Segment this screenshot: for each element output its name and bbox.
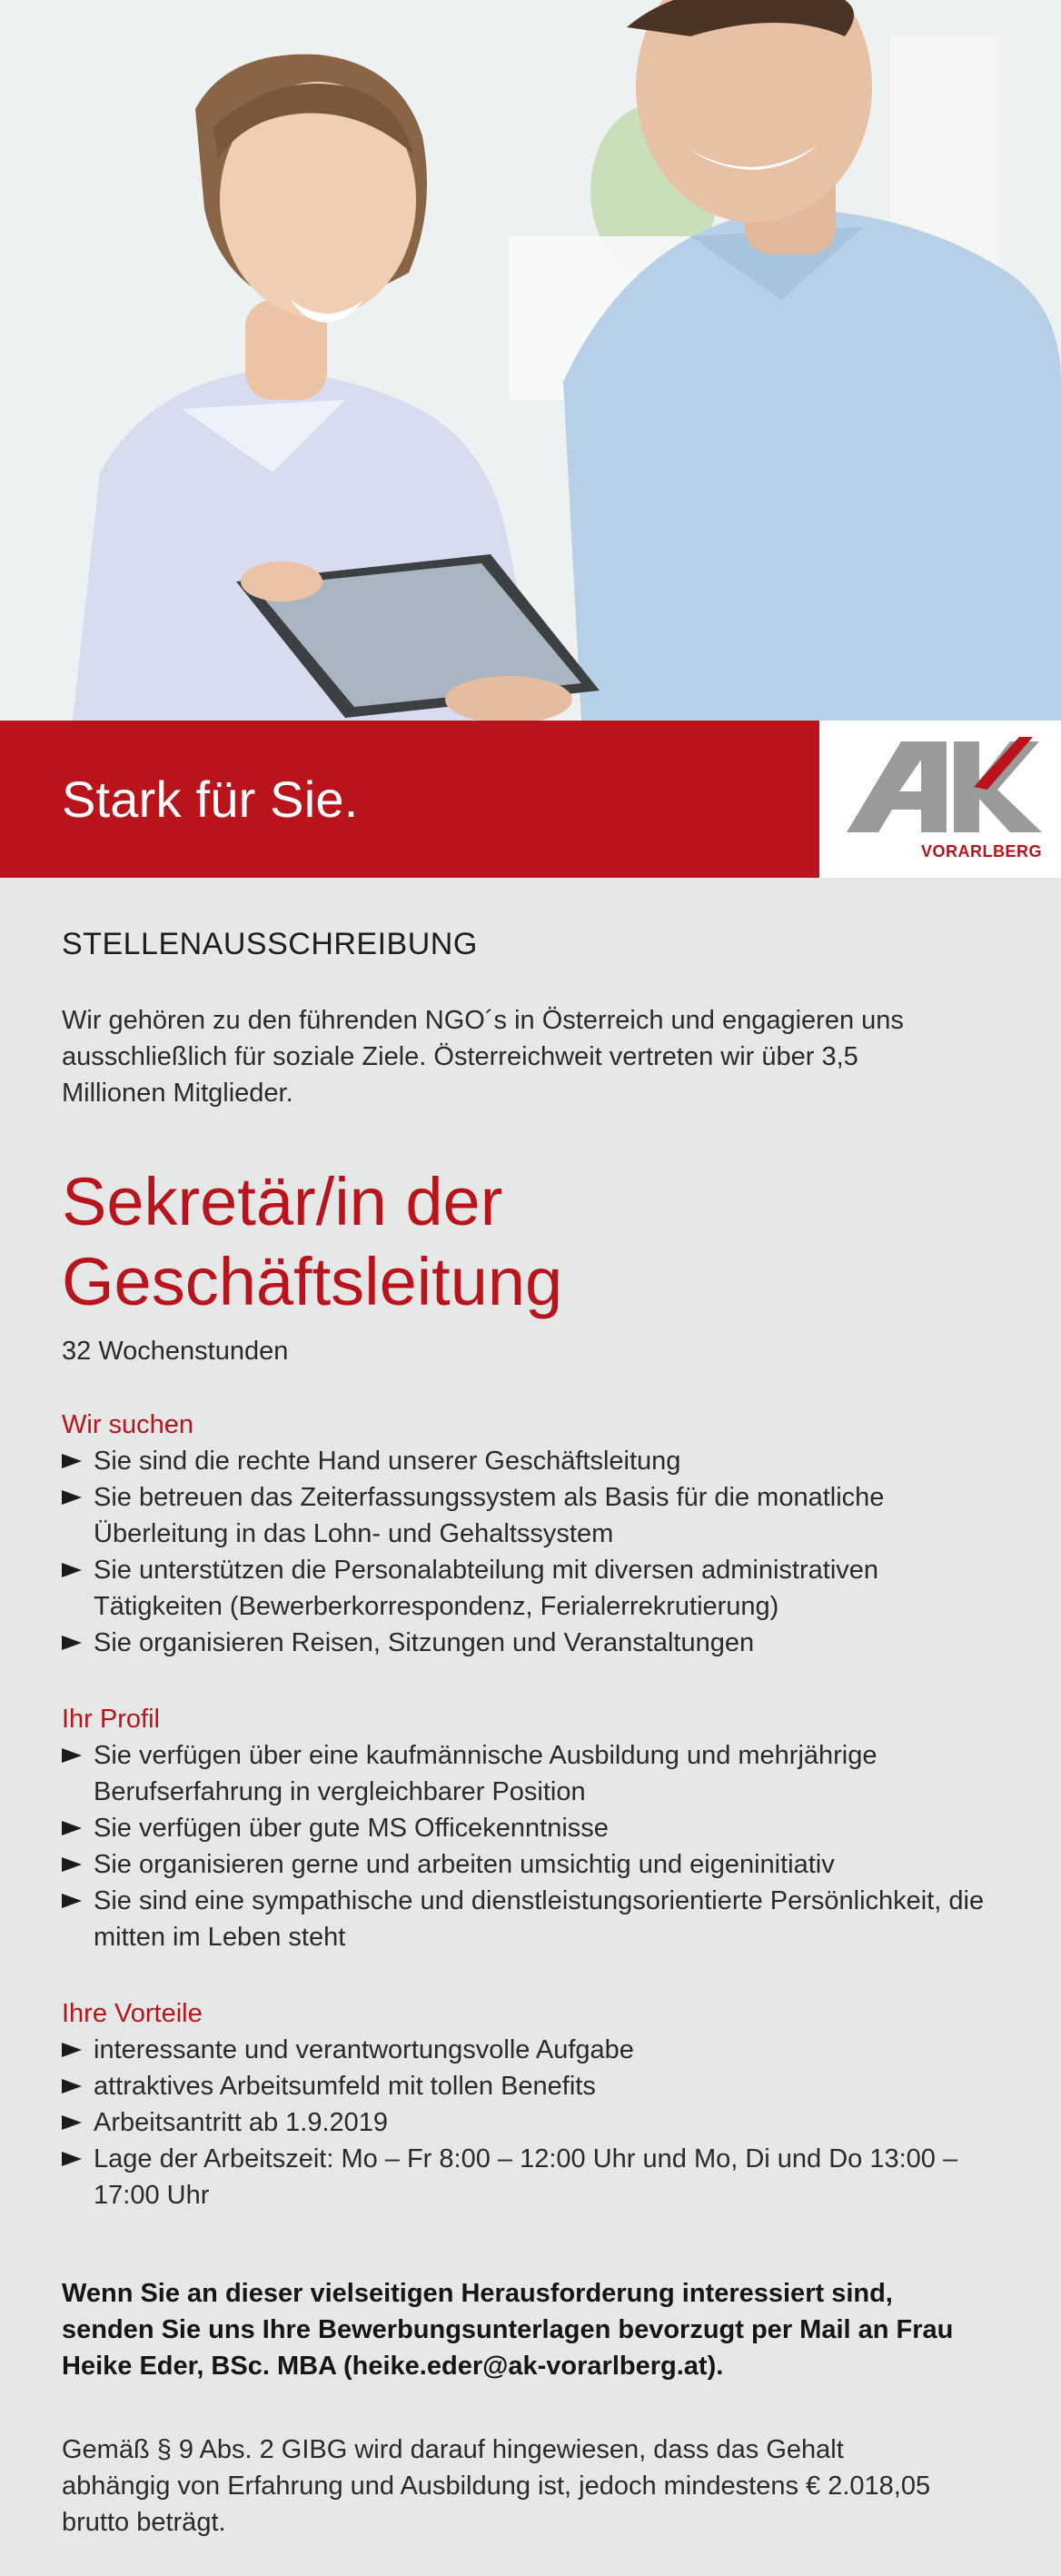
arrow-bullet-icon bbox=[62, 1894, 82, 1908]
list-item-text: Sie verfügen über eine kaufmännische Ausbildung und mehrjährige Berufserfahrung in vergleichbarer Position bbox=[94, 1741, 878, 1806]
list-item bbox=[62, 1883, 1006, 1955]
logo-subtitle: VORARLBERG bbox=[921, 842, 1043, 860]
working-hours: 32 Wochenstunden bbox=[62, 1337, 289, 1366]
arrow-bullet-icon bbox=[62, 1490, 82, 1505]
list-item-text: Sie sind die rechte Hand unserer Geschäftsleitung bbox=[94, 1447, 681, 1476]
arrow-bullet-icon bbox=[62, 2115, 82, 2130]
slogan-text: Stark für Sie. bbox=[62, 771, 359, 828]
salary-legal-notice: Gemäß § 9 Abs. 2 GIBG wird darauf hingewiesen, dass das Gehalt abhängig von Erfahrung und Ausbildung ist, jedoch mindestens € 2.018,05 brutto beträgt. bbox=[62, 2435, 931, 2537]
section-title: Wir suchen bbox=[62, 1410, 194, 1439]
list-item-text: Lage der Arbeitszeit: Mo – Fr 8:00 – 12:00 Uhr und Mo, Di und Do 13:00 – 17:00 Uhr bbox=[94, 2144, 958, 2210]
list-item bbox=[62, 2068, 1006, 2104]
list-item-text: Sie betreuen das Zeiterfassungssystem als Basis für die monatliche Überleitung in das Lohn- und Gehaltssystem bbox=[94, 1483, 885, 1548]
list-item-text: Sie organisieren gerne und arbeiten umsichtig und eigeninitiativ bbox=[94, 1850, 835, 1879]
list-item bbox=[62, 1810, 1006, 1846]
arrow-bullet-icon bbox=[62, 2152, 82, 2166]
arrow-bullet-icon bbox=[62, 1454, 82, 1468]
list-item bbox=[62, 1846, 1006, 1883]
bullet-list bbox=[62, 1737, 1006, 1955]
arrow-bullet-icon bbox=[62, 1636, 82, 1650]
slogan-banner bbox=[0, 721, 819, 878]
hero-illustration bbox=[0, 0, 1061, 721]
list-item bbox=[62, 2104, 1006, 2141]
list-item-text: interessante und verantwortungsvolle Aufgabe bbox=[94, 2035, 634, 2064]
list-item-text: Sie verfügen über gute MS Officekenntnisse bbox=[94, 1814, 609, 1843]
list-item-text: Arbeitsantritt ab 1.9.2019 bbox=[94, 2108, 389, 2137]
list-item bbox=[62, 2141, 1006, 2213]
list-item bbox=[62, 1737, 1006, 1810]
list-item-text: Sie organisieren Reisen, Sitzungen und Veranstaltungen bbox=[94, 1628, 755, 1657]
list-item bbox=[62, 1552, 1006, 1625]
ak-logo-mark bbox=[838, 737, 1046, 837]
ak-logo bbox=[819, 721, 1061, 878]
intro-paragraph: Wir gehören zu den führenden NGO´s in Österreich und engagieren uns ausschließlich für soziale Ziele. Österreichweit vertreten wir über 3,5 Millionen Mitglieder. bbox=[62, 1006, 904, 1108]
arrow-bullet-icon bbox=[62, 2043, 82, 2057]
bullet-list bbox=[62, 1443, 1006, 1661]
application-contact: Wenn Sie an dieser vielseitigen Herausforderung interessiert sind, senden Sie uns Ihre Bewerbungsunterlagen bevorzugt per Mail an Frau Heike Eder, BSc. MBA (heike.eder@ak-vorarlberg.at). bbox=[62, 2279, 954, 2381]
job-title: Sekretär/in der Geschäftsleitung bbox=[62, 1164, 563, 1319]
arrow-bullet-icon bbox=[62, 1748, 82, 1763]
list-item bbox=[62, 1479, 1006, 1552]
list-item-text: Sie sind eine sympathische und dienstleistungsorientierte Persönlichkeit, die mitten im Leben steht bbox=[94, 1886, 985, 1952]
section-ihr-profil bbox=[62, 1701, 1006, 1955]
section-ihre-vorteile bbox=[62, 1995, 1006, 2213]
section-wir-suchen bbox=[62, 1407, 1006, 1661]
list-item-text: Sie unterstützen die Personalabteilung mit diversen administrativen Tätigkeiten (Bewerberkorrespondenz, Ferialerrekrutierung) bbox=[94, 1556, 879, 1621]
arrow-bullet-icon bbox=[62, 1821, 82, 1835]
arrow-bullet-icon bbox=[62, 1857, 82, 1872]
section-title: Ihre Vorteile bbox=[62, 1999, 203, 2028]
list-item-text: attraktives Arbeitsumfeld mit tollen Benefits bbox=[94, 2072, 596, 2101]
arrow-bullet-icon bbox=[62, 1563, 82, 1577]
list-item bbox=[62, 1443, 1006, 1479]
job-posting bbox=[62, 927, 1006, 2541]
list-item bbox=[62, 1625, 1006, 1661]
hero-photo bbox=[0, 0, 1061, 721]
arrow-bullet-icon bbox=[62, 2079, 82, 2094]
bullet-list bbox=[62, 2032, 1006, 2213]
section-title: Ihr Profil bbox=[62, 1705, 160, 1734]
list-item bbox=[62, 2032, 1006, 2068]
posting-kicker: STELLENAUSSCHREIBUNG bbox=[62, 927, 478, 961]
